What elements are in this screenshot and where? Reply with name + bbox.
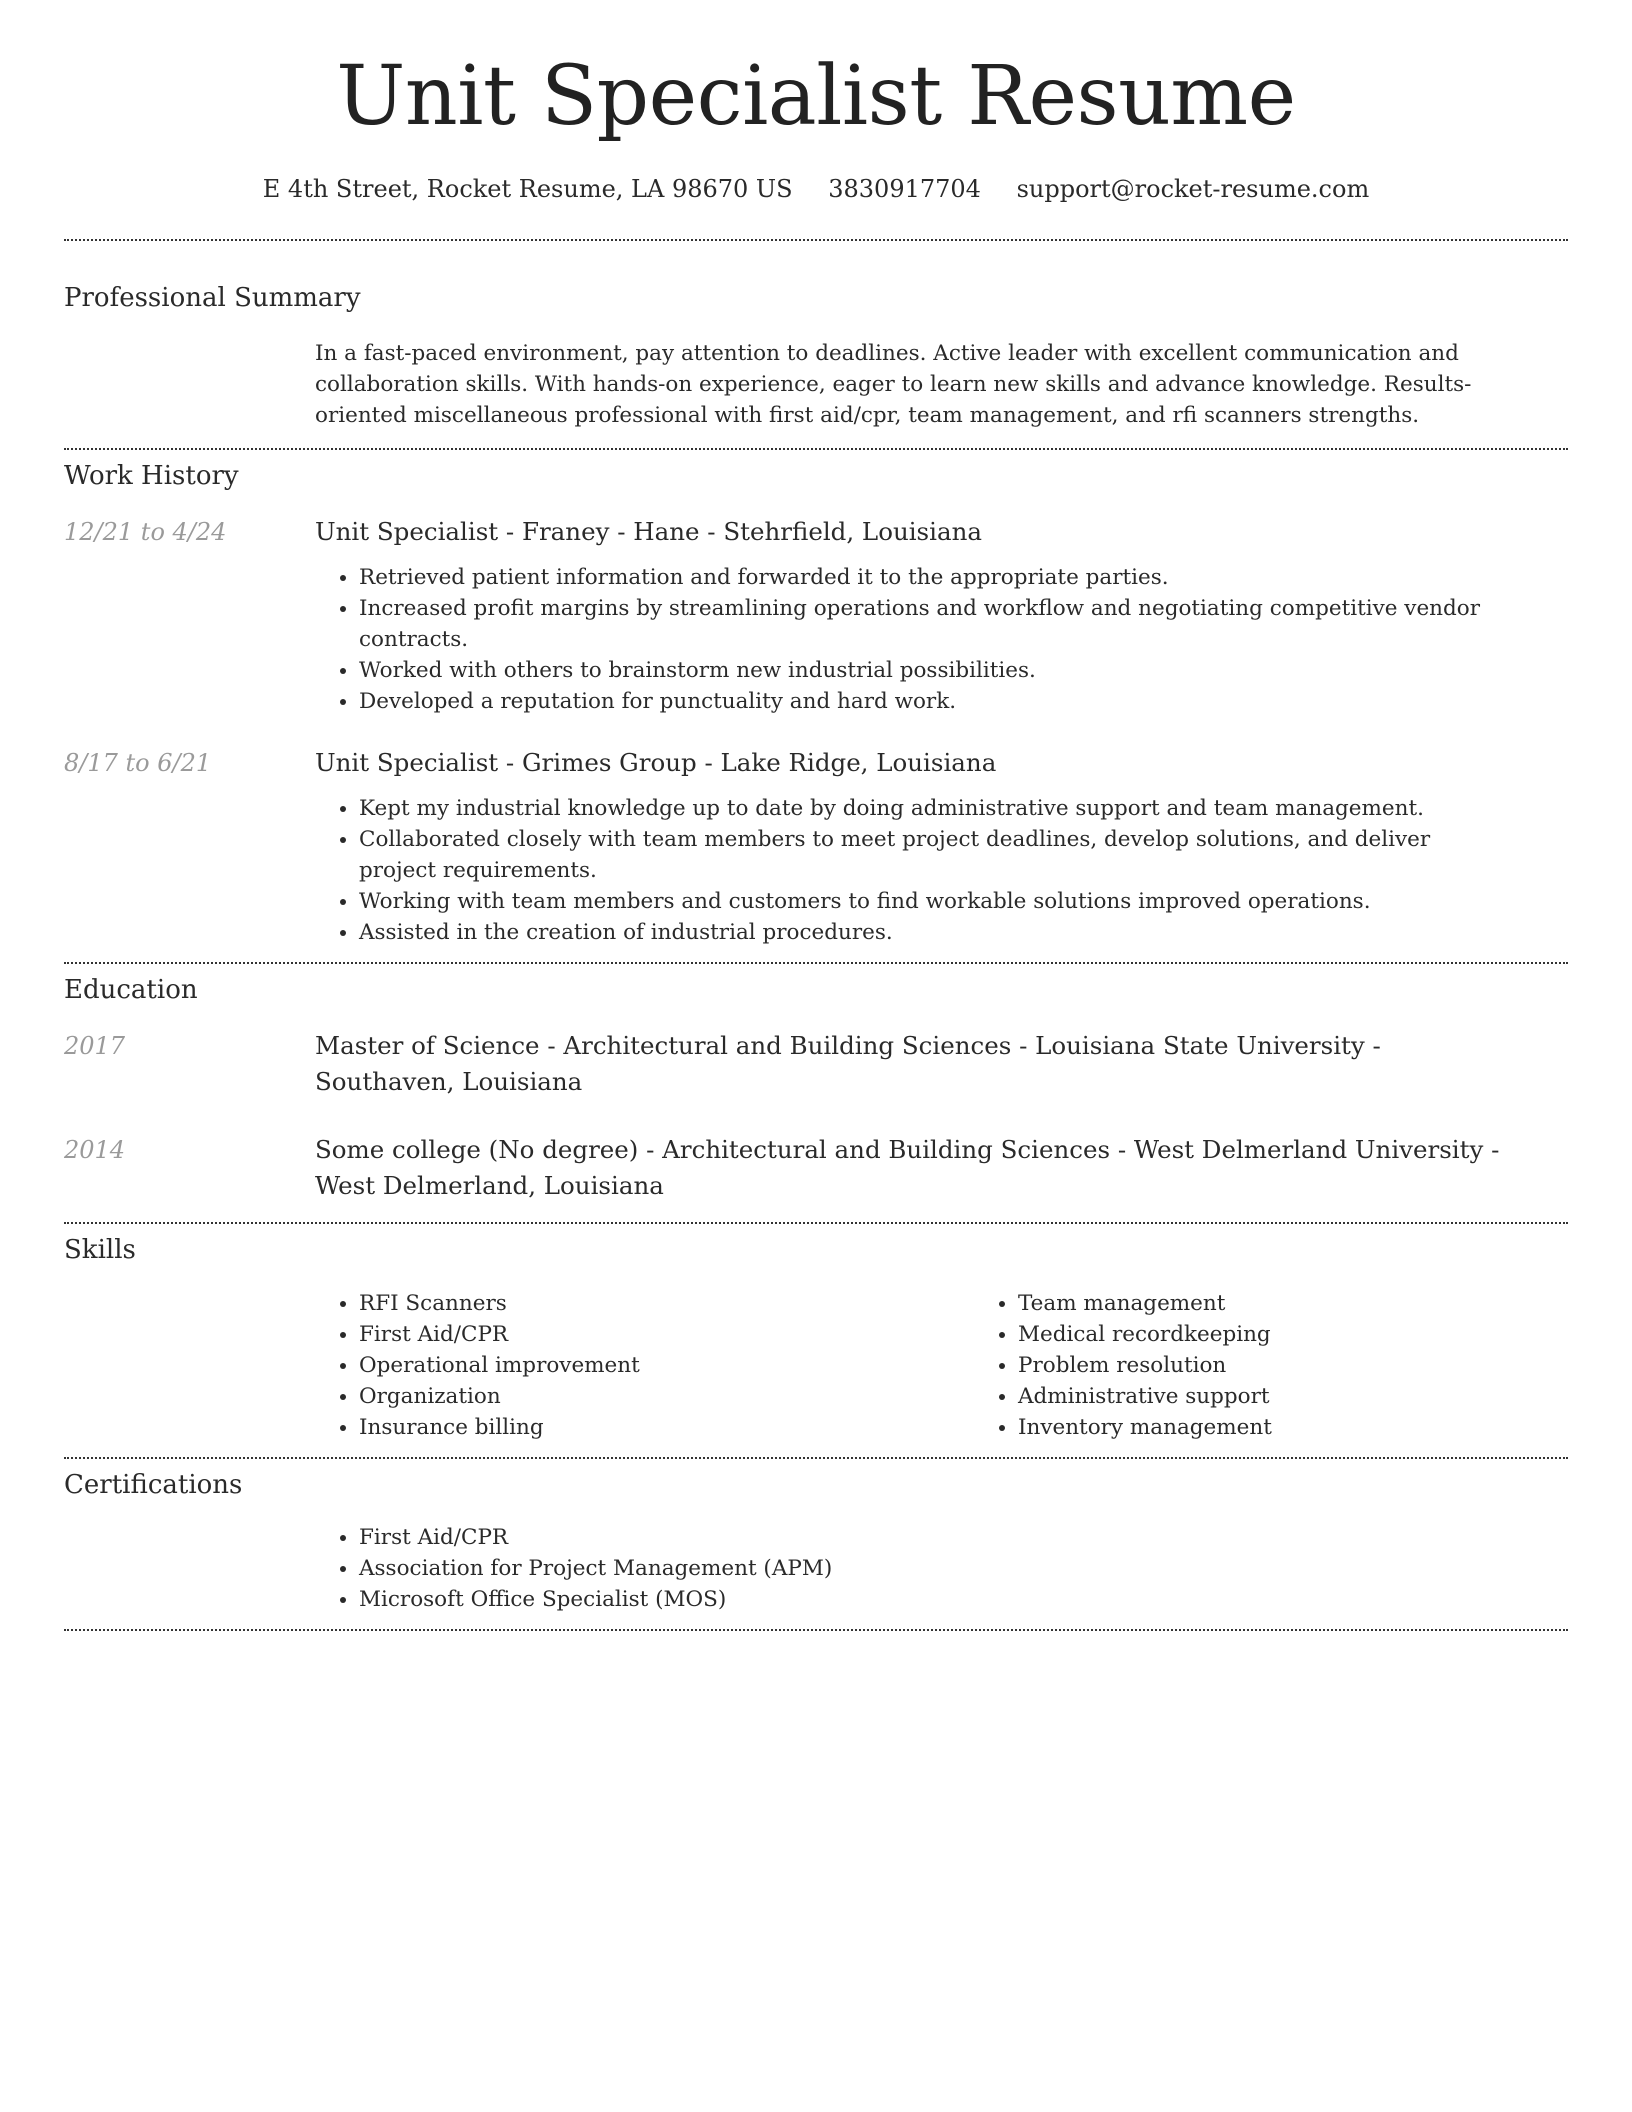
skill-item: • First Aid/CPR (359, 1319, 974, 1350)
job-bullets (315, 562, 1568, 717)
section-title-certifications: Certifications (64, 1469, 243, 1500)
summary-text: In a fast-paced environment, pay attention to deadlines. Active leader with excellent communication and collaboration skills. With hands-on experience, eager to learn new skills and advance knowledge. Results-oriented miscellaneous professional with first aid/cpr, team management, and rfi scanners strengths. (315, 341, 1472, 429)
education-heading: Some college (No degree) - Architectural and Building Sciences - West Delmerland University - West Delmerland, Louisiana (315, 1134, 1500, 1200)
education-section (64, 964, 1568, 1204)
contact-email: support@rocket-resume.com (1016, 175, 1370, 204)
certifications-section (64, 1459, 1568, 1616)
education-year: 2017 (64, 1031, 126, 1060)
resume-page (64, 0, 1568, 1631)
certification-item: • Association for Project Management (APM) (359, 1553, 1568, 1584)
job-bullets (315, 793, 1568, 948)
job-heading: Unit Specialist - Grimes Group - Lake Ridge, Louisiana (315, 748, 997, 778)
list-item: • Increased profit margins by streamlining operations and workflow and negotiating competitive vendor contracts. (359, 593, 1568, 655)
skill-item: • Inventory management (1018, 1412, 1632, 1443)
list-item: • Retrieved patient information and forwarded it to the appropriate parties. (359, 562, 1568, 593)
education-heading: Master of Science - Architectural and Building Sciences - Louisiana State University - Southaven, Louisiana (315, 1030, 1381, 1096)
education-entry (64, 1132, 1568, 1204)
list-item: • Collaborated closely with team members to meet project deadlines, develop solutions, and deliver project requirements. (359, 824, 1478, 886)
section-title-summary: Professional Summary (64, 283, 361, 314)
skills-list-left (315, 1288, 974, 1443)
job-heading: Unit Specialist - Franey - Hane - Stehrfield, Louisiana (315, 517, 982, 547)
job-entry (64, 514, 1568, 717)
skills-section (64, 1224, 1568, 1443)
skill-item: • Team management (1018, 1288, 1632, 1319)
education-entry (64, 1028, 1568, 1100)
job-entry (64, 745, 1568, 948)
list-item: • Assisted in the creation of industrial procedures. (359, 917, 1478, 948)
resume-title: Unit Specialist Resume (336, 49, 1296, 144)
list-item: • Developed a reputation for punctuality and hard work. (359, 686, 1568, 717)
section-title-work: Work History (64, 461, 239, 492)
contact-phone: 3830917704 (828, 175, 981, 204)
summary-section (64, 241, 1568, 431)
list-item: • Worked with others to brainstorm new industrial possibilities. (359, 655, 1568, 686)
list-item: • Kept my industrial knowledge up to date by doing administrative support and team management. (359, 793, 1478, 824)
contact-address: E 4th Street, Rocket Resume, LA 98670 US (262, 175, 793, 204)
skill-item: • RFI Scanners (359, 1288, 974, 1319)
job-dates: 8/17 to 6/21 (64, 749, 212, 778)
skills-list-right (974, 1288, 1632, 1443)
certification-item: • Microsoft Office Specialist (MOS) (359, 1584, 1568, 1615)
certification-item: • First Aid/CPR (359, 1522, 1568, 1553)
job-dates: 12/21 to 4/24 (64, 518, 227, 547)
contact-line (64, 174, 1568, 205)
skill-item: • Operational improvement (359, 1350, 974, 1381)
certifications-list (315, 1522, 1568, 1615)
section-divider (64, 1629, 1568, 1631)
skill-item: • Insurance billing (359, 1412, 974, 1443)
education-year: 2014 (64, 1135, 126, 1164)
list-item: • Working with team members and customers to find workable solutions improved operations. (359, 886, 1478, 917)
skill-item: • Medical recordkeeping (1018, 1319, 1632, 1350)
section-title-skills: Skills (64, 1234, 136, 1265)
skill-item: • Problem resolution (1018, 1350, 1632, 1381)
skills-columns (315, 1288, 1632, 1443)
section-title-education: Education (64, 975, 198, 1006)
skill-item: • Organization (359, 1381, 974, 1412)
skill-item: • Administrative support (1018, 1381, 1632, 1412)
work-section (64, 450, 1568, 948)
